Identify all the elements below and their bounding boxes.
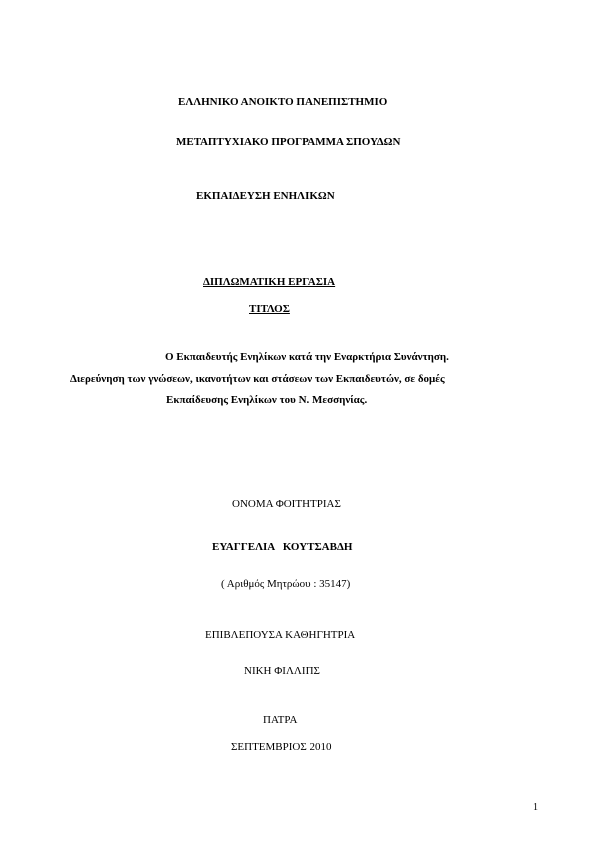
date: ΣΕΠΤΕΜΒΡΙΟΣ 2010	[231, 741, 332, 753]
program-name: ΜΕΤΑΠΤΥΧΙΑΚΟ ΠΡΟΓΡΑΜΜΑ ΣΠΟΥΔΩΝ	[176, 136, 401, 148]
thesis-title-line-2: Διερεύνηση των γνώσεων, ικανοτήτων και στάσεων των Εκπαιδευτών, σε δομές	[70, 373, 445, 385]
page-number: 1	[533, 802, 538, 813]
supervisor-name: ΝΙΚΗ ΦΙΛΛΙΠΣ	[244, 665, 320, 677]
field-name: ΕΚΠΑΙΔΕΥΣΗ ΕΝΗΛΙΚΩΝ	[196, 190, 335, 202]
student-label: ΟΝΟΜΑ ΦΟΙΤΗΤΡΙΑΣ	[232, 498, 341, 510]
university-name: ΕΛΛΗΝΙΚΟ ΑΝΟΙΚΤΟ ΠΑΝΕΠΙΣΤΗΜΙΟ	[178, 96, 388, 108]
student-name: ΕΥΑΓΓΕΛΙΑ ΚΟΥΤΣΑΒΔΗ	[212, 541, 353, 553]
registration-number: ( Αριθμός Μητρώου : 35147)	[221, 578, 351, 590]
thesis-title-line-1: Ο Εκπαιδευτής Ενηλίκων κατά την Εναρκτήρια Συνάντηση.	[165, 351, 449, 363]
thesis-type: ΔΙΠΛΩΜΑΤΙΚΗ ΕΡΓΑΣΙΑ	[203, 276, 336, 288]
city: ΠΑΤΡΑ	[263, 714, 298, 726]
title-label: ΤΙΤΛΟΣ	[249, 303, 290, 315]
thesis-title-line-3: Εκπαίδευσης Ενηλίκων του Ν. Μεσσηνίας.	[166, 394, 368, 406]
supervisor-label: ΕΠΙΒΛΕΠΟΥΣΑ ΚΑΘΗΓΗΤΡΙΑ	[205, 629, 356, 641]
